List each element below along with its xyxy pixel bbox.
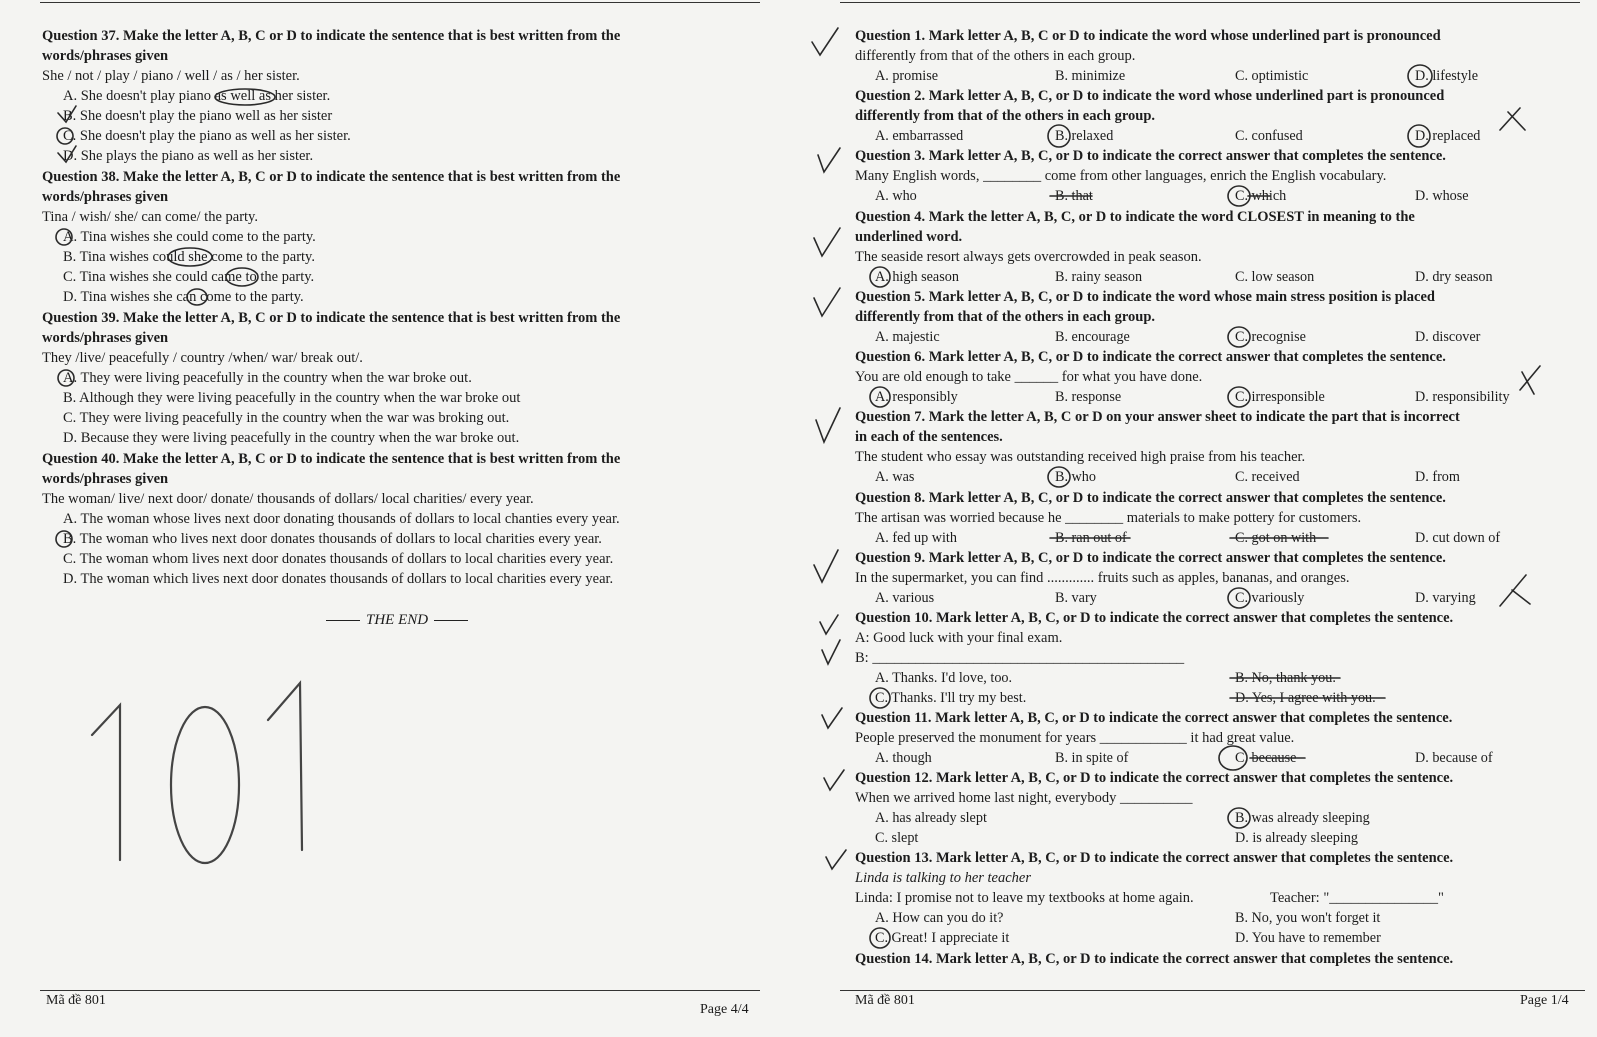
q4-option-c[interactable]: C. low season bbox=[1235, 269, 1315, 285]
q13-option-a[interactable]: A. How can you do it? bbox=[875, 910, 1004, 926]
q11-option-a[interactable]: A. though bbox=[875, 750, 932, 766]
q39-option-c[interactable]: C. They were living peacefully in the country when the war was broking out. bbox=[63, 410, 510, 426]
footer-exam-code: Mã đề 801 bbox=[46, 993, 106, 1008]
check-icon bbox=[820, 615, 838, 634]
q11-option-c[interactable]: C. because bbox=[1235, 750, 1297, 766]
q1-option-d[interactable]: D. lifestyle bbox=[1415, 68, 1479, 84]
q10-stem-a: A: Good luck with your final exam. bbox=[855, 630, 1063, 646]
q38-option-c[interactable]: C. Tina wishes she could came to the party. bbox=[63, 269, 315, 285]
q6-option-d[interactable]: D. responsibility bbox=[1415, 389, 1510, 405]
q37-option-b[interactable]: B. She doesn't play the piano well as her sister bbox=[63, 108, 333, 124]
q7-option-c[interactable]: C. received bbox=[1235, 469, 1300, 485]
q13-option-b[interactable]: B. No, you won't forget it bbox=[1235, 910, 1381, 926]
q12-option-a[interactable]: A. has already slept bbox=[875, 810, 987, 826]
handwritten-score bbox=[80, 675, 340, 865]
q37-heading: Question 37. Make the letter A, B, C or D to indicate the sentence that is best written from the bbox=[42, 28, 621, 44]
check-icon bbox=[814, 288, 840, 316]
q3-option-b[interactable]: B. that bbox=[1055, 188, 1093, 204]
q4-stem: The seaside resort always gets overcrowded in peak season. bbox=[855, 249, 1202, 265]
q40-heading: Question 40. Make the letter A, B, C or D to indicate the sentence that is best written from the bbox=[42, 451, 621, 467]
q4-heading: Question 4. Mark the letter A, B, C, or D to indicate the word CLOSEST in meaning to the bbox=[855, 209, 1415, 225]
footer-rule bbox=[40, 990, 760, 991]
q8-stem: The artisan was worried because he ________ materials to make pottery for customers. bbox=[855, 510, 1362, 526]
q4-option-a[interactable]: A. high season bbox=[875, 269, 959, 285]
q4-option-b[interactable]: B. rainy season bbox=[1055, 269, 1143, 285]
q8-option-c[interactable]: C. got on with bbox=[1235, 530, 1317, 546]
q7-option-a[interactable]: A. was bbox=[875, 469, 915, 485]
q37-option-c[interactable]: C. She doesn't play the piano as well as her sister. bbox=[63, 128, 351, 144]
right-page bbox=[800, 0, 1597, 1037]
q3-option-c[interactable]: C. which bbox=[1235, 188, 1287, 204]
q5-option-b[interactable]: B. encourage bbox=[1055, 329, 1130, 345]
q9-option-d[interactable]: D. varying bbox=[1415, 590, 1476, 606]
q13-context: Linda is talking to her teacher bbox=[855, 870, 1031, 886]
q12-option-c[interactable]: C. slept bbox=[875, 830, 919, 846]
q6-option-b[interactable]: B. response bbox=[1055, 389, 1122, 405]
q7-stem: The student who essay was outstanding received high praise from his teacher. bbox=[855, 449, 1306, 465]
check-icon bbox=[824, 770, 844, 790]
q4-option-d[interactable]: D. dry season bbox=[1415, 269, 1493, 285]
q13-option-c[interactable]: C. Great! I appreciate it bbox=[875, 930, 1010, 946]
q11-heading: Question 11. Mark letter A, B, C, or D to indicate the correct answer that completes the sentence. bbox=[855, 710, 1453, 726]
q7-heading: Question 7. Mark the letter A, B, C or D on your answer sheet to indicate the part that is incorrect bbox=[855, 409, 1460, 425]
q1-heading-cont: differently from that of the others in each group. bbox=[855, 48, 1136, 64]
q7-option-b[interactable]: B. who bbox=[1055, 469, 1096, 485]
q7-heading-cont: in each of the sentences. bbox=[855, 429, 1003, 445]
q38-option-a[interactable]: A. Tina wishes she could come to the party. bbox=[63, 229, 316, 245]
q40-option-d[interactable]: D. The woman which lives next door donates thousands of dollars to local charities every year. bbox=[63, 571, 614, 587]
q38-heading: Question 38. Make the letter A, B, C or D to indicate the sentence that is best written from the bbox=[42, 169, 621, 185]
check-icon bbox=[816, 408, 840, 442]
q13-linda-line: Linda: I promise not to leave my textbooks at home again. bbox=[855, 890, 1194, 906]
q10-stem-b: B: ___________________________________________ bbox=[855, 650, 1185, 666]
check-icon bbox=[814, 550, 838, 582]
check-icon bbox=[818, 148, 840, 172]
q11-option-b[interactable]: B. in spite of bbox=[1055, 750, 1129, 766]
q10-option-d[interactable]: D. Yes, I agree with you. bbox=[1235, 690, 1376, 706]
q40-option-a[interactable]: A. The woman whose lives next door donating thousands of dollars to local chanties every year. bbox=[63, 511, 620, 527]
q6-stem: You are old enough to take ______ for what you have done. bbox=[855, 369, 1203, 385]
q5-option-a[interactable]: A. majestic bbox=[875, 329, 940, 345]
q10-option-c[interactable]: C. Thanks. I'll try my best. bbox=[875, 690, 1027, 706]
q5-heading: Question 5. Mark letter A, B, C, or D to indicate the word whose main stress position is placed bbox=[855, 289, 1435, 305]
footer-page-number: Page 1/4 bbox=[1520, 993, 1569, 1008]
q1-option-b[interactable]: B. minimize bbox=[1055, 68, 1126, 84]
q2-heading-cont: differently from that of the others in each group. bbox=[855, 108, 1156, 124]
footer-exam-code: Mã đề 801 bbox=[855, 993, 915, 1008]
check-icon bbox=[822, 708, 842, 728]
q2-option-d[interactable]: D. replaced bbox=[1415, 128, 1481, 144]
q5-option-d[interactable]: D. discover bbox=[1415, 329, 1481, 345]
q3-heading: Question 3. Mark letter A, B, C, or D to indicate the correct answer that completes the sentence. bbox=[855, 148, 1446, 164]
q5-option-c[interactable]: C. recognise bbox=[1235, 329, 1306, 345]
q10-option-a[interactable]: A. Thanks. I'd love, too. bbox=[875, 670, 1013, 686]
q40-heading-cont: words/phrases given bbox=[42, 471, 169, 487]
q10-heading: Question 10. Mark letter A, B, C, or D to indicate the correct answer that completes the sentence. bbox=[855, 610, 1454, 626]
q6-heading: Question 6. Mark letter A, B, C, or D to indicate the correct answer that completes the sentence. bbox=[855, 349, 1446, 365]
q9-option-b[interactable]: B. vary bbox=[1055, 590, 1097, 606]
q6-option-a[interactable]: A. responsibly bbox=[875, 389, 958, 405]
q8-heading: Question 8. Mark letter A, B, C, or D to indicate the correct answer that completes the sentence. bbox=[855, 490, 1446, 506]
cross-icon bbox=[1520, 366, 1540, 394]
top-rule bbox=[40, 2, 760, 3]
q9-heading: Question 9. Mark letter A, B, C, or D to indicate the correct answer that completes the sentence. bbox=[855, 550, 1446, 566]
cross-icon bbox=[1500, 575, 1530, 606]
q13-option-d[interactable]: D. You have to remember bbox=[1235, 930, 1381, 946]
q6-option-c[interactable]: C. irresponsible bbox=[1235, 389, 1325, 405]
top-rule bbox=[840, 2, 1580, 3]
q37-prompt: She / not / play / piano / well / as / her sister. bbox=[42, 68, 300, 84]
q1-option-a[interactable]: A. promise bbox=[875, 68, 939, 84]
q39-heading-cont: words/phrases given bbox=[42, 330, 169, 346]
q14-heading: Question 14. Mark letter A, B, C, or D to indicate the correct answer that completes the sentence. bbox=[855, 951, 1454, 967]
q38-option-b[interactable]: B. Tina wishes could she come to the party. bbox=[63, 249, 315, 265]
q39-option-a[interactable]: A. They were living peacefully in the country when the war broke out. bbox=[63, 370, 472, 386]
q37-option-d[interactable]: D. She plays the piano as well as her sister. bbox=[63, 148, 314, 164]
q38-prompt: Tina / wish/ she/ can come/ the party. bbox=[42, 209, 258, 225]
q2-option-c[interactable]: C. confused bbox=[1235, 128, 1303, 144]
q38-option-d[interactable]: D. Tina wishes she can come to the party. bbox=[63, 289, 304, 305]
q13-teacher-line: Teacher: "_______________" bbox=[1270, 890, 1444, 906]
q37-option-a[interactable]: A. She doesn't play piano as well as her sister. bbox=[63, 88, 331, 104]
q39-prompt: They /live/ peacefully / country /when/ war/ break out/. bbox=[42, 350, 363, 366]
q12-heading: Question 12. Mark letter A, B, C, or D to indicate the correct answer that completes the sentence. bbox=[855, 770, 1454, 786]
q8-option-a[interactable]: A. fed up with bbox=[875, 530, 957, 546]
q3-option-d[interactable]: D. whose bbox=[1415, 188, 1469, 204]
q9-stem: In the supermarket, you can find ............. fruits such as apples, bananas, and oranges. bbox=[855, 570, 1350, 586]
q12-option-d[interactable]: D. is already sleeping bbox=[1235, 830, 1358, 846]
the-end-label: THE END bbox=[320, 612, 474, 629]
q9-option-c[interactable]: C. variously bbox=[1235, 590, 1305, 606]
q39-heading: Question 39. Make the letter A, B, C or D to indicate the sentence that is best written from the bbox=[42, 310, 621, 326]
q11-stem: People preserved the monument for years ____________ it had great value. bbox=[855, 730, 1295, 746]
q7-option-d[interactable]: D. from bbox=[1415, 469, 1460, 485]
q9-option-a[interactable]: A. various bbox=[875, 590, 935, 606]
cross-icon bbox=[1500, 108, 1525, 130]
q2-option-a[interactable]: A. embarrassed bbox=[875, 128, 964, 144]
left-page bbox=[0, 0, 780, 1037]
q10-option-b[interactable]: B. No, thank you. bbox=[1235, 670, 1336, 686]
footer-page-number: Page 4/4 bbox=[700, 1002, 749, 1017]
q1-option-c[interactable]: C. optimistic bbox=[1235, 68, 1309, 84]
footer-rule bbox=[840, 990, 1585, 991]
q40-option-b[interactable]: B. The woman who lives next door donates thousands of dollars to local charities every year. bbox=[63, 531, 602, 547]
q39-option-b[interactable]: B. Although they were living peacefully in the country when the war broke out bbox=[63, 390, 521, 406]
q38-heading-cont: words/phrases given bbox=[42, 189, 169, 205]
q37-heading-cont: words/phrases given bbox=[42, 48, 169, 64]
q8-option-d[interactable]: D. cut down of bbox=[1415, 530, 1501, 546]
q40-prompt: The woman/ live/ next door/ donate/ thousands of dollars/ local charities/ every year. bbox=[42, 491, 534, 507]
q3-stem: Many English words, ________ come from other languages, enrich the English vocabulary. bbox=[855, 168, 1387, 184]
check-icon bbox=[826, 850, 846, 869]
q3-option-a[interactable]: A. who bbox=[875, 188, 917, 204]
q4-heading-cont: underlined word. bbox=[855, 229, 963, 245]
q13-heading: Question 13. Mark letter A, B, C, or D to indicate the correct answer that completes the sentence. bbox=[855, 850, 1454, 866]
q8-option-b[interactable]: B. ran out of bbox=[1055, 530, 1127, 546]
q39-option-d[interactable]: D. Because they were living peacefully in the country when the war broke out. bbox=[63, 430, 520, 446]
q12-option-b[interactable]: B. was already sleeping bbox=[1235, 810, 1370, 826]
check-icon bbox=[814, 228, 840, 256]
q40-option-c[interactable]: C. The woman whom lives next door donates thousands of dollars to local charities every year. bbox=[63, 551, 614, 567]
check-icon bbox=[822, 640, 840, 664]
q1-heading: Question 1. Mark letter A, B, C or D to indicate the word whose underlined part is pronounced bbox=[855, 28, 1441, 44]
q2-heading: Question 2. Mark letter A, B, C, or D to indicate the word whose underlined part is pronounced bbox=[855, 88, 1445, 104]
q12-stem: When we arrived home last night, everybody __________ bbox=[855, 790, 1193, 806]
check-icon bbox=[812, 28, 838, 55]
q2-option-b[interactable]: B. relaxed bbox=[1055, 128, 1114, 144]
q5-heading-cont: differently from that of the others in each group. bbox=[855, 309, 1156, 325]
q11-option-d[interactable]: D. because of bbox=[1415, 750, 1493, 766]
